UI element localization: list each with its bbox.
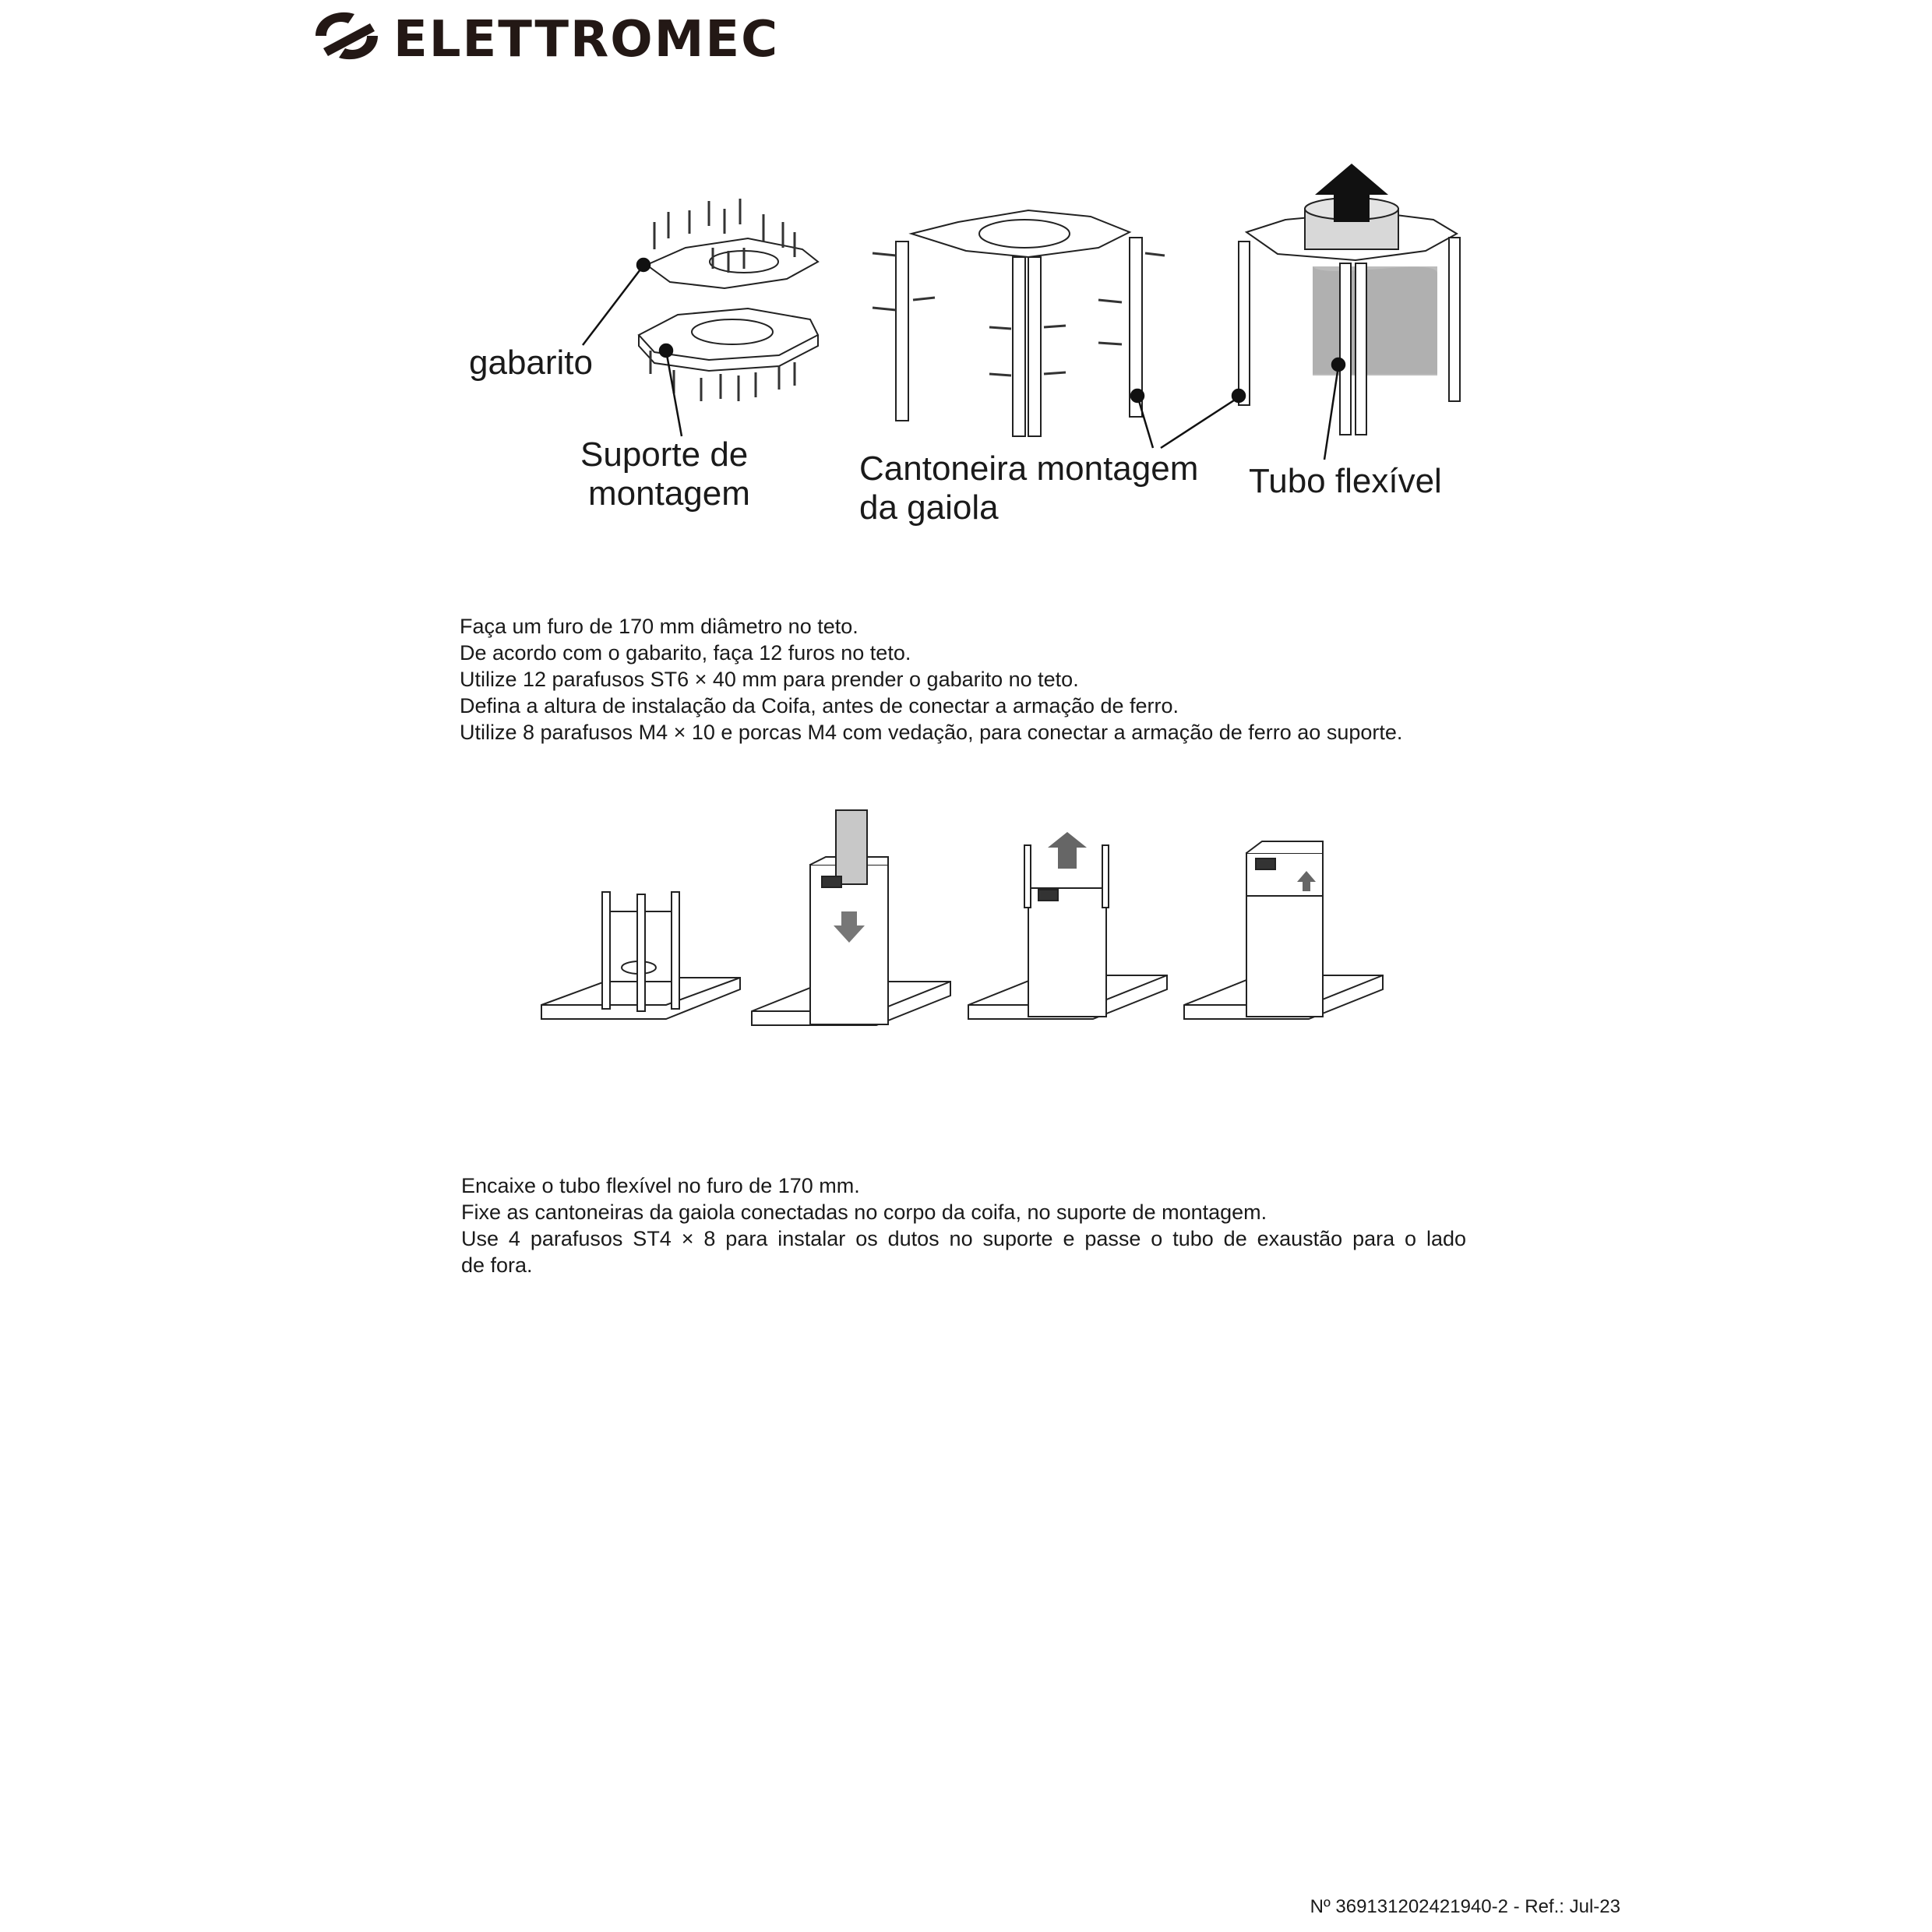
instruction-line: Defina a altura de instalação da Coifa, antes de conectar a armação de ferro. — [460, 694, 1179, 717]
instruction-line: Faça um furo de 170 mm diâmetro no teto. — [460, 615, 858, 638]
tube-assembly — [1239, 198, 1460, 435]
hood-step-2 — [752, 810, 950, 1025]
instruction-line: Use 4 parafusos ST4 × 8 para instalar os dutos no suporte e passe o tubo de exaustão para o lado — [461, 1227, 1466, 1250]
gabarito-plate — [647, 238, 818, 288]
suporte-plate — [639, 308, 818, 371]
label-cantoneira-line1: Cantoneira montagem — [859, 450, 1199, 488]
instruction-line: Encaixe o tubo flexível no furo de 170 mm. — [461, 1174, 860, 1197]
cage-frame — [896, 210, 1142, 436]
figure-hood-steps — [0, 795, 1932, 1059]
hood-step-4 — [1184, 841, 1383, 1019]
instruction-line: Utilize 12 parafusos ST6 × 40 mm para prender o gabarito no teto. — [460, 668, 1079, 691]
instruction-line: De acordo com o gabarito, faça 12 furos no teto. — [460, 641, 911, 665]
instructions-block-1 — [460, 613, 1402, 746]
label-cantoneira-line2: da gaiola — [859, 488, 999, 527]
hood-step-3 — [968, 832, 1167, 1019]
instruction-line: Fixe as cantoneiras da gaiola conectadas no corpo da coifa, no suporte de montagem. — [461, 1200, 1267, 1224]
brand-name: ELETTROMEC — [393, 11, 780, 69]
callouts — [583, 259, 1345, 460]
footer-reference: Nº 369131202421940-2 - Ref.: Jul-23 — [1310, 1896, 1620, 1917]
instructions-block-2 — [461, 1172, 1466, 1278]
label-tubo-flexivel: Tubo flexível — [1249, 462, 1442, 500]
hood-step-1 — [541, 892, 740, 1019]
instruction-line: de fora. — [461, 1253, 533, 1277]
label-suporte-line1: Suporte de — [580, 435, 749, 474]
label-gabarito: gabarito — [469, 344, 594, 382]
instruction-line: Utilize 8 parafusos M4 × 10 e porcas M4 com vedação, para conectar a armação de ferro ao suporte. — [460, 721, 1403, 744]
label-suporte-line2: montagem — [588, 474, 750, 513]
